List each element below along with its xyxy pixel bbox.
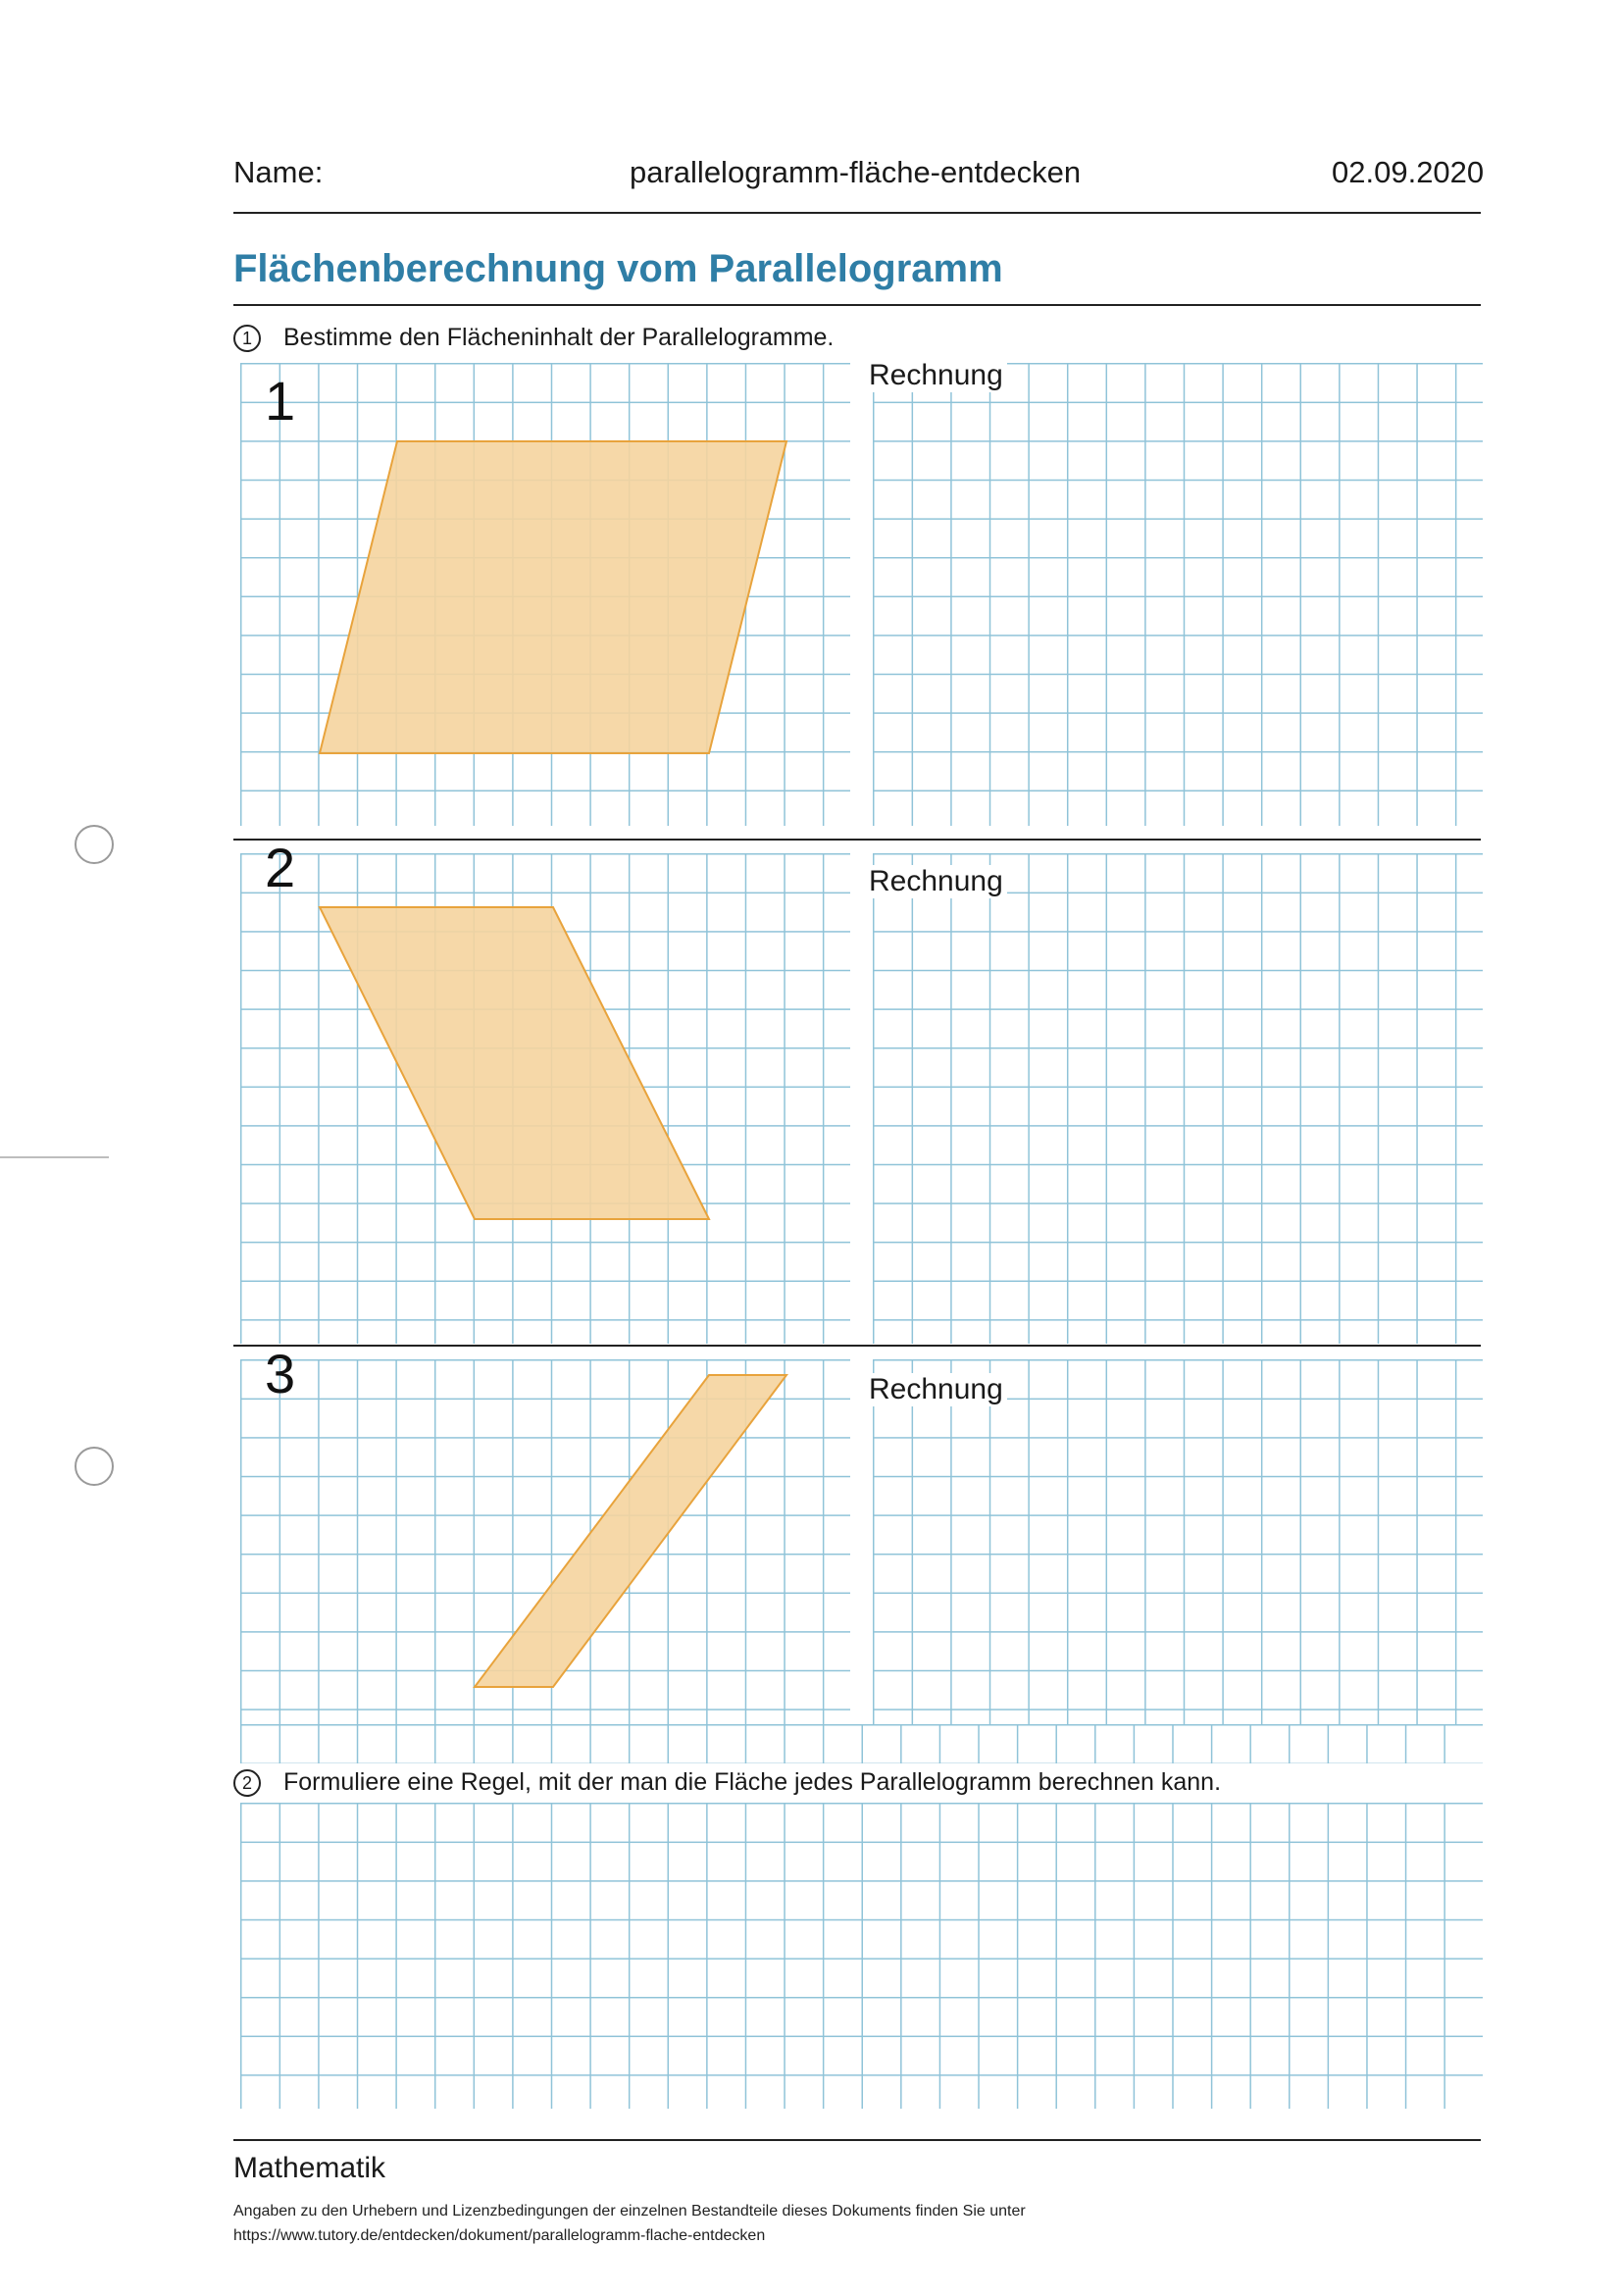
footer-license-text: Angaben zu den Urhebern und Lizenzbedingungen der einzelnen Bestandteile dieses Dokuments finden Sie unter	[233, 2203, 1026, 2219]
page-title: Flächenberechnung vom Parallelogramm	[233, 247, 1003, 290]
problem-1-number: 1	[265, 370, 296, 432]
task-2-pre-grid-strip	[240, 1724, 1483, 1764]
task-2-answer-grid[interactable]	[240, 1803, 1483, 2109]
problem-1-calc-label: Rechnung	[865, 359, 1007, 392]
footer-divider	[233, 2139, 1481, 2141]
footer-license-url[interactable]: https://www.tutory.de/entdecken/dokument/parallelogramm-flache-entdecken	[233, 2227, 766, 2244]
task-1-text: Bestimme den Flächeninhalt der Parallelogramme.	[283, 324, 835, 351]
task-1-number: 1	[233, 325, 261, 352]
task-2-number: 2	[233, 1769, 261, 1797]
task-2-text: Formuliere eine Regel, mit der man die Fläche jedes Parallelogramm berechnen kann.	[283, 1768, 1222, 1796]
problem-3-calc-label: Rechnung	[865, 1373, 1007, 1406]
problem-2-calc-label: Rechnung	[865, 865, 1007, 898]
footer-subject: Mathematik	[233, 2152, 386, 2184]
document-date: 02.09.2020	[1332, 155, 1485, 189]
problem-3-number: 3	[265, 1343, 296, 1404]
name-label: Name:	[233, 155, 324, 189]
problem-2-number: 2	[265, 837, 296, 898]
document-slug: parallelogramm-fläche-entdecken	[630, 155, 1082, 189]
